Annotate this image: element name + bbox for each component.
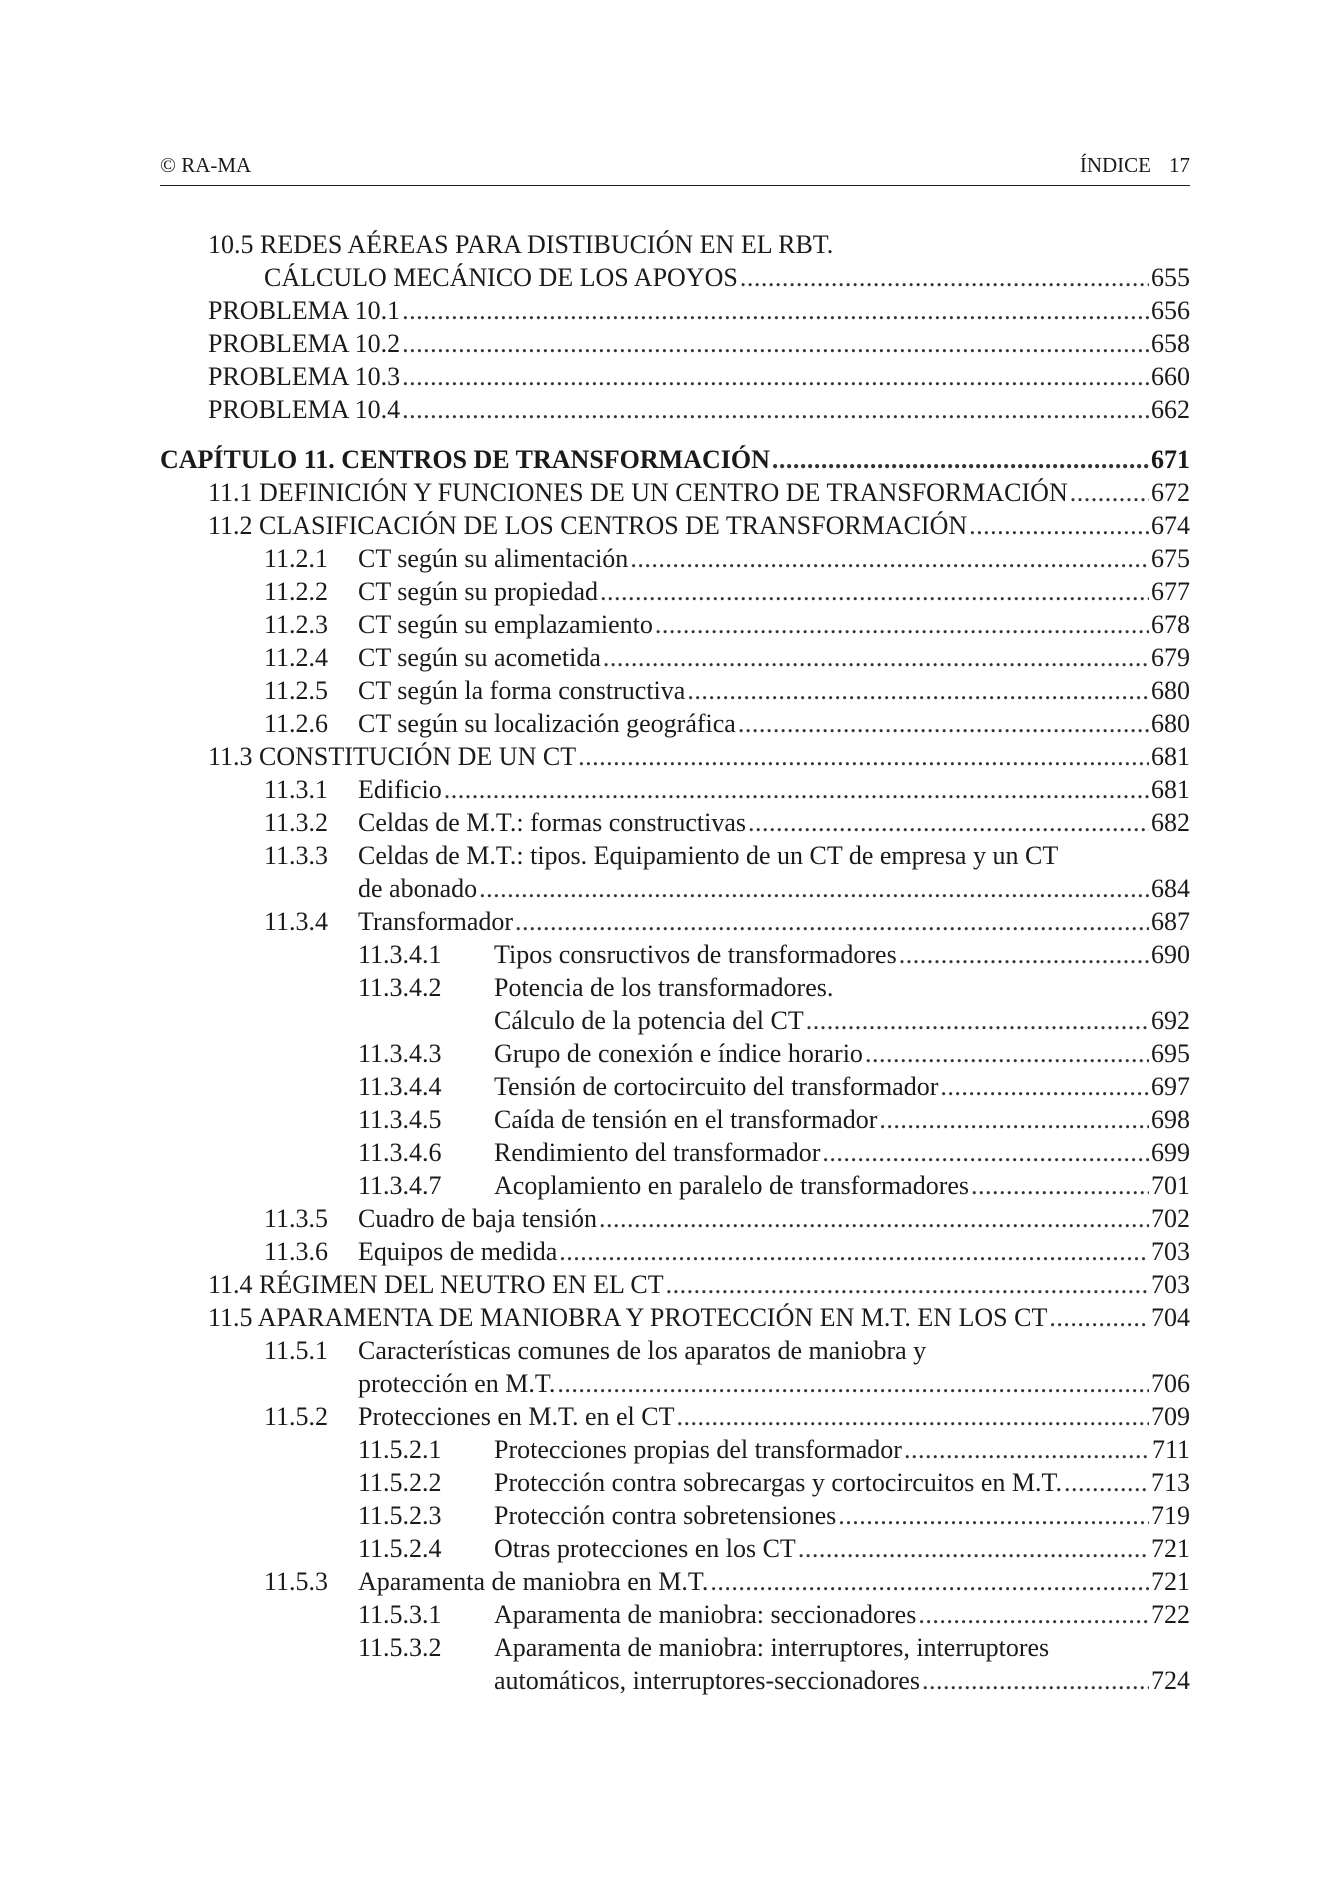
toc-entry-11-3-4-4[interactable]: 11.3.4.4 Tensión de cortocircuito del transformador ..... 697 bbox=[358, 1070, 1190, 1104]
toc-entry-11-3-3-cont[interactable]: de abonado ..... 684 bbox=[358, 872, 1190, 906]
toc-page: 674 bbox=[1151, 511, 1190, 540]
toc-entry-11-5-2-2[interactable]: 11.5.2.2 Protección contra sobrecargas y cortocircuitos en M.T. ..... 713 bbox=[358, 1466, 1190, 1500]
toc-chapter-11[interactable]: CAPÍTULO 11. CENTROS DE TRANSFORMACIÓN ..... 671 bbox=[160, 443, 1190, 477]
toc-page: 719 bbox=[1151, 1501, 1190, 1530]
toc-page: 697 bbox=[1151, 1072, 1190, 1101]
toc-page: 701 bbox=[1151, 1171, 1190, 1200]
toc-entry-11-5-3-2-cont[interactable]: automáticos, interruptores-seccionadores ..... 724 bbox=[494, 1664, 1190, 1698]
toc-page: 721 bbox=[1151, 1567, 1190, 1596]
toc-page: 721 bbox=[1151, 1534, 1190, 1563]
toc-page: 680 bbox=[1151, 676, 1190, 705]
toc-entry-10-5-cont[interactable]: CÁLCULO MECÁNICO DE LOS APOYOS ..... 655 bbox=[264, 261, 1190, 295]
toc-page: 678 bbox=[1151, 610, 1190, 639]
toc-entry-11-3-4-3[interactable]: 11.3.4.3 Grupo de conexión e índice horario ..... 695 bbox=[358, 1037, 1190, 1071]
toc-entry-11-5-2[interactable]: 11.5.2 Protecciones en M.T. en el CT ..... 709 bbox=[264, 1400, 1190, 1434]
toc-entry-10-5: 10.5 REDES AÉREAS PARA DISTIBUCIÓN EN EL RBT. bbox=[208, 230, 834, 259]
toc-page: 675 bbox=[1151, 544, 1190, 573]
toc-entry-11-3-5[interactable]: 11.3.5 Cuadro de baja tensión ..... 702 bbox=[264, 1202, 1190, 1236]
toc-entry-problema-10-3[interactable]: PROBLEMA 10.3 ..... 660 bbox=[208, 360, 1190, 394]
toc-page: 706 bbox=[1151, 1369, 1190, 1398]
toc-page: 722 bbox=[1151, 1600, 1190, 1629]
toc-page: 702 bbox=[1151, 1204, 1190, 1233]
toc-entry-11-3[interactable]: 11.3 CONSTITUCIÓN DE UN CT ..... 681 bbox=[208, 740, 1190, 774]
publisher-label: © RA-MA bbox=[160, 153, 252, 177]
toc-entry-11-5-2-3[interactable]: 11.5.2.3 Protección contra sobretensiones ..... 719 bbox=[358, 1499, 1190, 1533]
toc-entry-11-5-3[interactable]: 11.5.3 Aparamenta de maniobra en M.T. ..... 721 bbox=[264, 1565, 1190, 1599]
toc-entry-11-2-4[interactable]: 11.2.4 CT según su acometida ..... 679 bbox=[264, 641, 1190, 675]
toc-page: 681 bbox=[1151, 775, 1190, 804]
toc-entry-11-5-3-2: 11.5.3.2 Aparamenta de maniobra: interruptores, interruptores bbox=[358, 1633, 1050, 1662]
toc-entry-11-2-5[interactable]: 11.2.5 CT según la forma constructiva ..... 680 bbox=[264, 674, 1190, 708]
toc-entry-11-2-6[interactable]: 11.2.6 CT según su localización geográfica ..... 680 bbox=[264, 707, 1190, 741]
toc-entry-11-5-2-4[interactable]: 11.5.2.4 Otras protecciones en los CT ..... 721 bbox=[358, 1532, 1190, 1566]
toc-page: 658 bbox=[1151, 329, 1190, 358]
toc-page: 677 bbox=[1151, 577, 1190, 606]
toc-page: 692 bbox=[1151, 1006, 1190, 1035]
toc-entry-11-5-1-cont[interactable]: protección en M.T. ..... 706 bbox=[358, 1367, 1190, 1401]
toc-page: 660 bbox=[1151, 362, 1190, 391]
toc-entry-11-3-4-6[interactable]: 11.3.4.6 Rendimiento del transformador ..... 699 bbox=[358, 1136, 1190, 1170]
toc-page: 724 bbox=[1151, 1666, 1190, 1695]
toc-entry-11-3-3: 11.3.3 Celdas de M.T.: tipos. Equipamiento de un CT de empresa y un CT bbox=[264, 841, 1059, 870]
toc-entry-11-5-2-1[interactable]: 11.5.2.1 Protecciones propias del transformador ..... 711 bbox=[358, 1433, 1190, 1467]
toc-entry-11-3-4-5[interactable]: 11.3.4.5 Caída de tensión en el transformador ..... 698 bbox=[358, 1103, 1190, 1137]
toc-entry-11-3-4-2-cont[interactable]: Cálculo de la potencia del CT ..... 692 bbox=[494, 1004, 1190, 1038]
toc-entry-11-3-4-7[interactable]: 11.3.4.7 Acoplamiento en paralelo de transformadores ..... 701 bbox=[358, 1169, 1190, 1203]
page-number: 17 bbox=[1169, 153, 1190, 177]
toc-entry-11-4[interactable]: 11.4 RÉGIMEN DEL NEUTRO EN EL CT ..... 703 bbox=[208, 1268, 1190, 1302]
toc-entry-11-2-1[interactable]: 11.2.1 CT según su alimentación ..... 675 bbox=[264, 542, 1190, 576]
toc-entry-11-5-1: 11.5.1 Características comunes de los aparatos de maniobra y bbox=[264, 1336, 927, 1365]
toc-page: 704 bbox=[1151, 1303, 1190, 1332]
toc-page: 695 bbox=[1151, 1039, 1190, 1068]
toc-entry-11-5[interactable]: 11.5 APARAMENTA DE MANIOBRA Y PROTECCIÓN EN M.T. EN LOS CT ..... 704 bbox=[208, 1301, 1190, 1335]
toc-page: 681 bbox=[1151, 742, 1190, 771]
toc-entry-11-5-3-1[interactable]: 11.5.3.1 Aparamenta de maniobra: seccionadores ..... 722 bbox=[358, 1598, 1190, 1632]
toc-page: 656 bbox=[1151, 296, 1190, 325]
toc-page: 703 bbox=[1151, 1237, 1190, 1266]
toc-entry-11-3-1[interactable]: 11.3.1 Edificio ..... 681 bbox=[264, 773, 1190, 807]
toc-page: 698 bbox=[1151, 1105, 1190, 1134]
toc-entry-11-2-2[interactable]: 11.2.2 CT según su propiedad ..... 677 bbox=[264, 575, 1190, 609]
toc-page: 713 bbox=[1151, 1468, 1190, 1497]
toc-entry-11-2[interactable]: 11.2 CLASIFICACIÓN DE LOS CENTROS DE TRANSFORMACIÓN ..... 674 bbox=[208, 509, 1190, 543]
header-right bbox=[1080, 153, 1190, 178]
toc-page: 679 bbox=[1151, 643, 1190, 672]
toc-entry-11-1[interactable]: 11.1 DEFINICIÓN Y FUNCIONES DE UN CENTRO DE TRANSFORMACIÓN ..... 672 bbox=[208, 476, 1190, 510]
toc-page: 682 bbox=[1151, 808, 1190, 837]
toc-page: 684 bbox=[1151, 874, 1190, 903]
toc-page: 671 bbox=[1151, 445, 1190, 474]
toc-page: 703 bbox=[1151, 1270, 1190, 1299]
toc-page: 672 bbox=[1151, 478, 1190, 507]
toc-page: 687 bbox=[1151, 907, 1190, 936]
toc-entry-problema-10-1[interactable]: PROBLEMA 10.1 ..... 656 bbox=[208, 294, 1190, 328]
toc-entry-11-3-2[interactable]: 11.3.2 Celdas de M.T.: formas constructivas ..... 682 bbox=[264, 806, 1190, 840]
toc-entry-11-3-4-1[interactable]: 11.3.4.1 Tipos consructivos de transformadores ..... 690 bbox=[358, 938, 1190, 972]
toc-page: 690 bbox=[1151, 940, 1190, 969]
toc-page: 711 bbox=[1151, 1435, 1190, 1464]
toc-entry-11-3-6[interactable]: 11.3.6 Equipos de medida ..... 703 bbox=[264, 1235, 1190, 1269]
toc-entry-11-3-4-2: 11.3.4.2 Potencia de los transformadores. bbox=[358, 973, 834, 1002]
toc-page: 680 bbox=[1151, 709, 1190, 738]
toc-entry-problema-10-4[interactable]: PROBLEMA 10.4 ..... 662 bbox=[208, 393, 1190, 427]
toc-page: 655 bbox=[1151, 263, 1190, 292]
toc-page: 662 bbox=[1151, 395, 1190, 424]
running-header bbox=[160, 153, 1190, 186]
toc-entry-11-2-3[interactable]: 11.2.3 CT según su emplazamiento ..... 678 bbox=[264, 608, 1190, 642]
toc-entry-problema-10-2[interactable]: PROBLEMA 10.2 ..... 658 bbox=[208, 327, 1190, 361]
section-title: ÍNDICE bbox=[1079, 153, 1151, 177]
toc-page: 709 bbox=[1151, 1402, 1190, 1431]
toc-entry-11-3-4[interactable]: 11.3.4 Transformador ..... 687 bbox=[264, 905, 1190, 939]
toc-page: 699 bbox=[1151, 1138, 1190, 1167]
